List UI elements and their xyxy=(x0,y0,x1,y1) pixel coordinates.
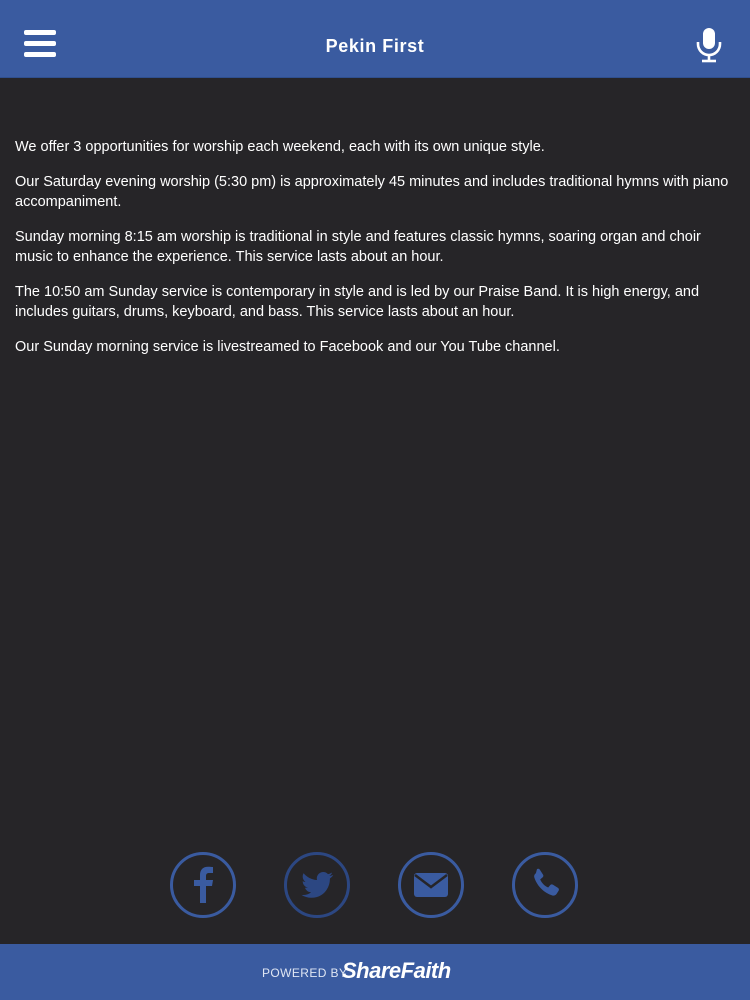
powered-by-label: POWERED BY xyxy=(262,966,348,980)
twitter-icon xyxy=(287,855,347,915)
worship-info-content xyxy=(15,137,740,372)
facebook-button[interactable] xyxy=(170,852,236,918)
paragraph: Sunday morning 8:15 am worship is traditional in style and features classic hymns, soaring organ and choir music to enhance the experience. This service lasts about an hour. xyxy=(15,229,701,265)
email-icon xyxy=(401,855,461,915)
paragraph: Our Saturday evening worship (5:30 pm) is approximately 45 minutes and includes traditional hymns with piano accompaniment. xyxy=(15,174,729,210)
email-button[interactable] xyxy=(398,852,464,918)
phone-button[interactable] xyxy=(512,852,578,918)
phone-icon xyxy=(515,855,575,915)
paragraph: We offer 3 opportunities for worship each weekend, each with its own unique style. xyxy=(15,139,545,155)
app-header xyxy=(0,0,750,78)
menu-bar xyxy=(24,30,56,35)
app-footer xyxy=(0,944,750,1000)
paragraph: Our Sunday morning service is livestreamed to Facebook and our You Tube channel. xyxy=(15,339,560,355)
paragraph: The 10:50 am Sunday service is contemporary in style and is led by our Praise Band. It is high energy, and includes guitars, drums, keyboard, and bass. This service lasts about an hour. xyxy=(15,284,700,320)
page-title: Pekin First xyxy=(325,36,425,56)
social-links xyxy=(0,852,750,924)
sharefaith-logo[interactable]: ShareFaith xyxy=(342,958,451,983)
microphone-icon[interactable] xyxy=(695,27,723,63)
facebook-icon xyxy=(173,855,233,915)
twitter-button[interactable] xyxy=(284,852,350,918)
